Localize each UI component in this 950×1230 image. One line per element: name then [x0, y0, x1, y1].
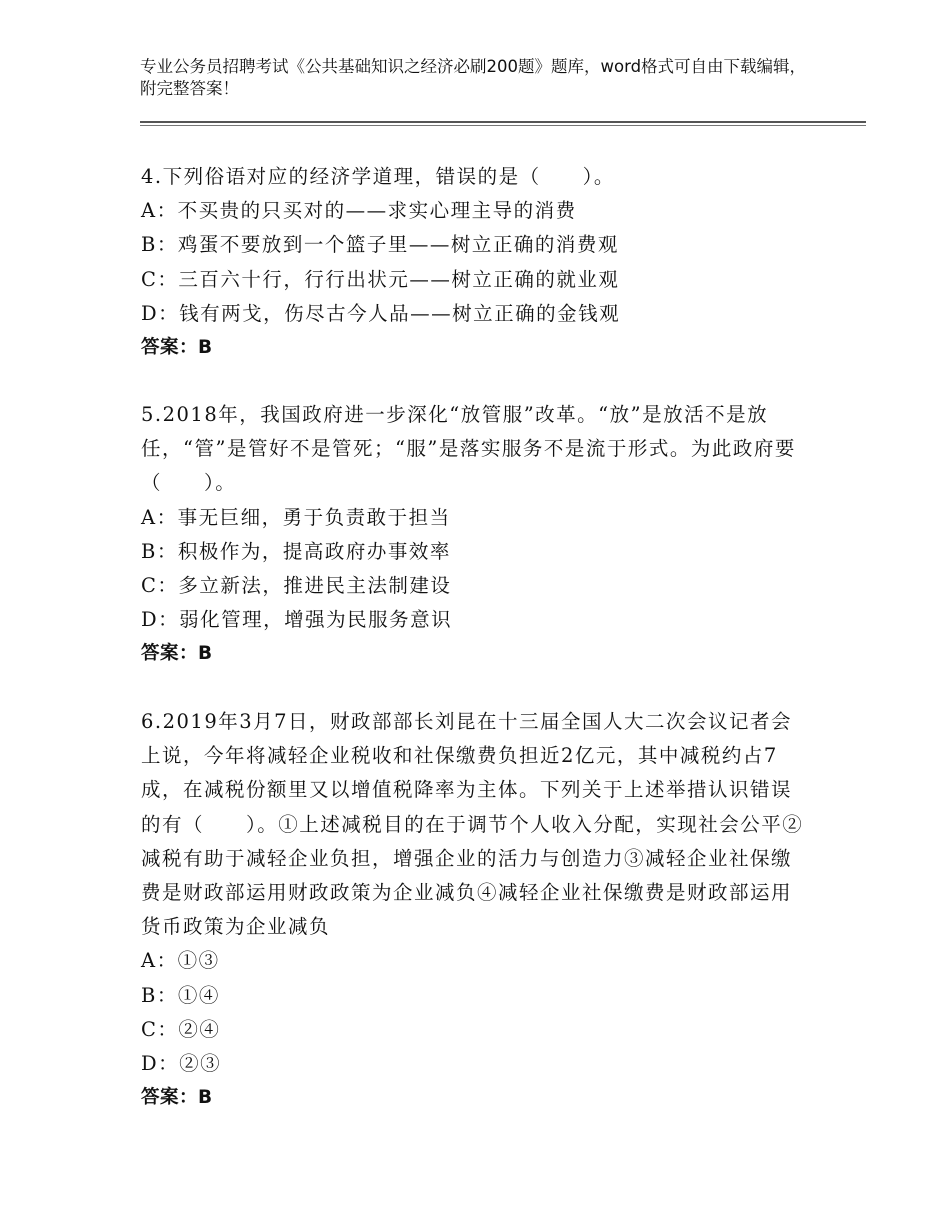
- question-text: 5.2018年，我国政府进一步深化“放管服”改革。“放”是放活不是放任，“管”是管好不是管死；“服”是落实服务不是流于形式。为此政府要（ ）。: [141, 403, 796, 495]
- option-d: D：②③: [141, 1052, 222, 1076]
- option-a: A：不买贵的只买对的——求实心理主导的消费: [141, 199, 577, 223]
- document-header: 专业公务员招聘考试《公共基础知识之经济必刷200题》题库，word格式可自由下载编辑，附完整答案！: [140, 57, 807, 98]
- option-d: D：弱化管理，增强为民服务意识: [141, 608, 453, 632]
- question-text: 4.下列俗语对应的经济学道理，错误的是（ ）。: [141, 165, 615, 188]
- header-divider-secondary: [140, 125, 866, 126]
- option-a: A：①③: [141, 949, 220, 973]
- answer: 答案：B: [141, 1087, 213, 1109]
- question-4: [141, 160, 806, 365]
- option-c: C：多立新法，推进民主法制建设: [141, 574, 452, 598]
- question-6: [141, 705, 806, 1115]
- header-divider: [140, 121, 866, 123]
- option-b: B：积极作为，提高政府办事效率: [141, 539, 451, 563]
- question-5: [141, 398, 806, 672]
- option-c: C：三百六十行，行行出状元——树立正确的就业观: [141, 267, 620, 291]
- answer: 答案：B: [141, 643, 213, 665]
- option-b: B：①④: [141, 983, 220, 1007]
- option-a: A：事无巨细，勇于负责敢于担当: [141, 505, 451, 529]
- option-c: C：②④: [141, 1017, 221, 1041]
- option-b: B：鸡蛋不要放到一个篮子里——树立正确的消费观: [141, 233, 619, 257]
- option-d: D：钱有两戈，伤尽古今人品——树立正确的金钱观: [141, 301, 621, 325]
- answer: 答案：B: [141, 337, 213, 359]
- question-text: 6.2019年3月7日，财政部部长刘昆在十三届全国人大二次会议记者会上说，今年将减轻企业税收和社保缴费负担近2亿元，其中减税约占7成，在减税份额里又以增值税降率为主体。下列关于上述举措认识错误的有（ ）。①上述减税目的在于调节个人收入分配，实现社会公平②减税有助于减轻企业负担，增强企业的活力与创造力③减轻企业社保缴费是财政部运用财政政策为企业减负④减轻企业社保缴费是财政部运用货币政策为企业减负: [141, 710, 804, 939]
